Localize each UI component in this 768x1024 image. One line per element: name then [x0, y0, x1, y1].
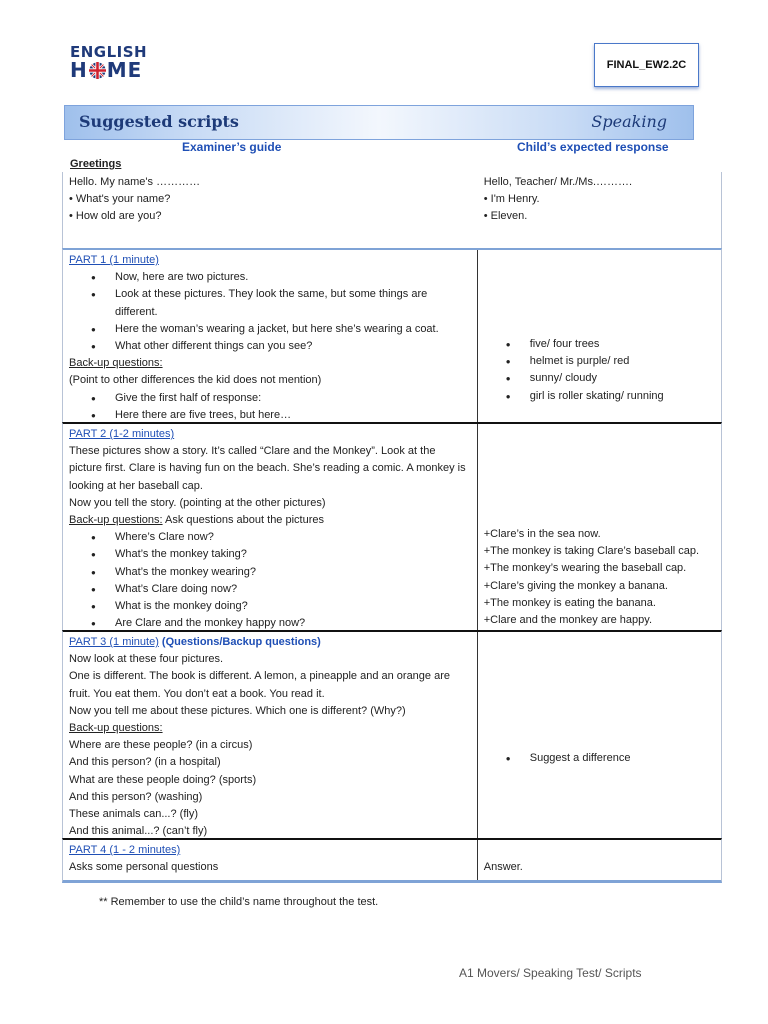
part2-response: +Clare’s giving the monkey a banana.: [483, 579, 668, 592]
title-banner: [64, 105, 694, 140]
union-flag-icon: [89, 62, 106, 79]
part3-backup-line: And this animal...? (can’t fly): [69, 825, 208, 838]
part2-question: ● What is the monkey doing?: [69, 598, 471, 615]
english-home-logo: [70, 44, 150, 80]
part3-backup-line: Where are these people? (in a circus): [69, 739, 253, 752]
page-footer: A1 Movers/ Speaking Test/ Scripts: [459, 966, 642, 980]
part2-question: ● Are Clare and the monkey happy now?: [69, 615, 471, 632]
part2-backup: [69, 512, 471, 529]
part4-title: PART 4 (1 - 2 minutes): [69, 844, 181, 856]
part1-bullet: ● Now, here are two pictures.: [69, 269, 471, 286]
part1-left: [63, 250, 478, 422]
logo-letter-h: H: [70, 58, 88, 82]
part3-title-extra: (Questions/Backup questions): [158, 636, 321, 648]
part3-line: Now you tell me about these pictures. Which one is different? (Why?): [69, 704, 406, 717]
part1-backup-bullet: ● Give the first half of response:: [69, 390, 471, 407]
part3-row: [62, 630, 722, 838]
part3-line: One is different. The book is different. A lemon, a pineapple and an orange are fruit. You eat them. You don’t eat a book. You read it.: [69, 670, 450, 700]
document-code: FINAL_EW2.2C: [606, 59, 687, 71]
part1-row: [62, 248, 722, 422]
part1-bullets: [69, 269, 471, 355]
part2-backup-rest: Ask questions about the pictures: [162, 514, 324, 527]
banner-subtitle: Speaking: [591, 112, 667, 131]
part2-question: ● What’s the monkey wearing?: [69, 564, 471, 581]
part3-line: Now look at these four pictures.: [69, 653, 224, 666]
part1-response: ● sunny/ cloudy: [484, 370, 715, 387]
part4-response: Answer.: [483, 861, 523, 873]
part1-response: ● helmet is purple/ red: [484, 353, 715, 370]
part3-backup-line: And this person? (in a hospital): [69, 756, 221, 769]
child-response-heading: Child’s expected response: [517, 140, 669, 154]
part2-response: +The monkey is eating the banana.: [483, 596, 656, 609]
greeting-line: • How old are you?: [69, 210, 162, 223]
greetings-row: [62, 172, 722, 248]
greetings-right: [478, 172, 721, 248]
part4-text: Asks some personal questions: [69, 861, 219, 874]
part1-backup-bullets: [69, 390, 471, 424]
part1-bullet: ● Look at these pictures. They look the same, but some things are different.: [69, 286, 471, 320]
logo-line-2: [70, 60, 150, 80]
greeting-response: • Eleven.: [483, 210, 528, 223]
part3-backup-line: These animals can...? (fly): [69, 808, 198, 821]
part1-backup-bullet: ● Here there are five trees, but here…: [69, 407, 471, 424]
part1-title: PART 1 (1 minute): [69, 254, 159, 266]
part2-question: ● Where’s Clare now?: [69, 529, 471, 546]
part2-backup-label: Back-up questions:: [69, 514, 163, 527]
part3-backup-line: What are these people doing? (sports): [69, 773, 257, 786]
part3-right: [478, 632, 721, 838]
part2-right: [478, 424, 721, 630]
greetings-left: [63, 172, 478, 248]
greeting-line: Hello. My name's …………: [69, 176, 201, 188]
part2-tell: Now you tell the story. (pointing at the other pictures): [69, 496, 326, 509]
logo-letters-me: ME: [106, 58, 143, 82]
document-code-box: [594, 43, 699, 87]
part2-response: +The monkey is taking Clare’s baseball cap.: [483, 545, 700, 558]
greeting-response: • I'm Henry.: [483, 193, 540, 206]
footnote: ** Remember to use the child’s name throughout the test.: [99, 896, 379, 908]
part4-row: [62, 838, 722, 883]
part1-bullet: ● What other different things can you see?: [69, 338, 471, 355]
part3-response: ● Suggest a difference: [484, 750, 715, 767]
part2-questions: [69, 529, 471, 632]
part2-response: +The monkey’s wearing the baseball cap.: [483, 562, 687, 575]
part1-right: [478, 250, 721, 422]
part2-left: [63, 424, 478, 630]
greeting-response: Hello, Teacher/ Mr./Ms.……….: [483, 176, 633, 188]
part1-backup-note: (Point to other differences the kid does not mention): [69, 374, 322, 387]
part3-responses: [484, 750, 715, 767]
scripts-table: [62, 172, 722, 883]
part1-responses: [484, 336, 715, 405]
logo-line-1: ENGLISH: [70, 43, 148, 61]
part3-backup-label: Back-up questions:: [69, 722, 163, 735]
examiner-guide-heading: Examiner’s guide: [182, 140, 282, 154]
part2-response: +Clare and the monkey are happy.: [483, 614, 652, 627]
part3-left: [63, 632, 478, 838]
greeting-line: • What's your name?: [69, 193, 171, 206]
part2-question: ● What’s the monkey taking?: [69, 546, 471, 563]
part1-backup-label: Back-up questions:: [69, 357, 163, 370]
part2-title: PART 2 (1-2 minutes): [69, 428, 175, 440]
banner-title: Suggested scripts: [79, 112, 239, 131]
part2-response: +Clare’s in the sea now.: [483, 528, 601, 540]
part3-title-line: [69, 634, 471, 651]
part2-intro: These pictures show a story. It’s called “Clare and the Monkey”. Look at the picture first. Clare is having fun on the beach. She’s reading a comic. A monkey is looking at her baseball cap.: [69, 445, 466, 492]
part1-response: ● five/ four trees: [484, 336, 715, 353]
part2-question: ● What’s Clare doing now?: [69, 581, 471, 598]
part3-title: PART 3 (1 minute): [69, 636, 159, 648]
part3-backup-line: And this person? (washing): [69, 790, 203, 803]
part4-right: [478, 840, 721, 880]
part1-bullet: ● Here the woman’s wearing a jacket, but here she’s wearing a coat.: [69, 321, 471, 338]
greetings-title: Greetings: [70, 158, 122, 170]
part1-response: ● girl is roller skating/ running: [484, 388, 715, 405]
part2-row: [62, 422, 722, 630]
part4-left: [63, 840, 478, 880]
